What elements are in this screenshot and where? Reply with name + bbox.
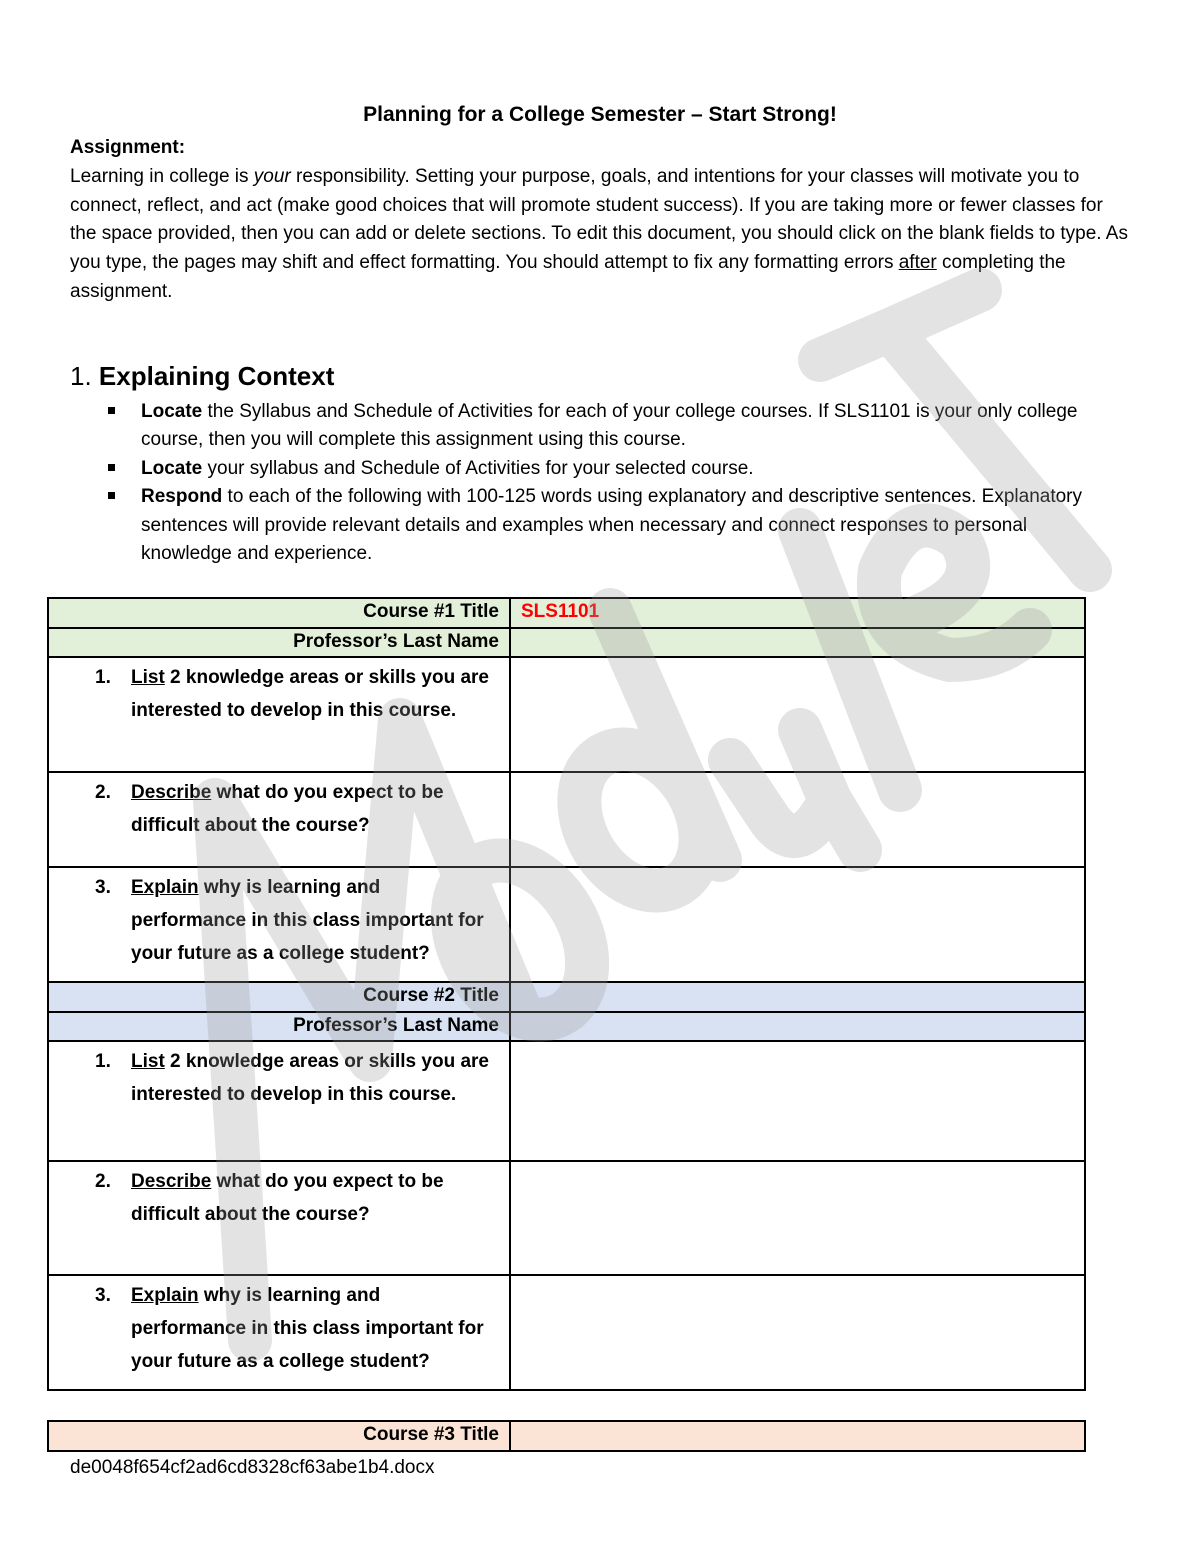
course-1-table (47, 597, 1086, 1391)
question-number: 3. (95, 877, 111, 898)
question-verb: Explain (131, 1285, 199, 1306)
question-verb: List (131, 667, 165, 688)
bullet-text: your syllabus and Schedule of Activities for your selected course. (202, 457, 754, 479)
bullet-square-icon (108, 407, 115, 414)
intro-underline: after (898, 252, 937, 274)
question-verb: Describe (131, 1171, 212, 1192)
list-item (141, 398, 1121, 455)
section-number: 1. (70, 361, 92, 391)
question-cell (48, 657, 510, 772)
course-title-label: Course #3 Title (48, 1421, 510, 1451)
course-3-table (47, 1420, 1086, 1452)
bullet-verb: Locate (141, 401, 203, 422)
question-number: 2. (95, 1171, 111, 1192)
question-rest: 2 knowledge areas or skills you are interested to develop in this course. (131, 1051, 489, 1105)
course-title-field[interactable] (510, 1421, 1085, 1451)
bullet-text: to each of the following with 100-125 words using explanatory and descriptive sentences. Explanatory sentences will provide relevant details and examples when necessary and connect responses to personal knowledge and experience. (141, 486, 1083, 565)
question-verb: Explain (131, 877, 199, 898)
answer-field[interactable] (510, 1041, 1085, 1161)
question-text (131, 1165, 489, 1231)
question-verb: List (131, 1051, 165, 1072)
question-number: 3. (95, 1285, 111, 1306)
professor-field[interactable] (510, 628, 1085, 657)
course-title-field[interactable] (510, 982, 1085, 1012)
course-title-field[interactable]: SLS1101 (510, 598, 1085, 628)
list-item (141, 483, 1121, 568)
question-rest: why is learning and performance in this class important for your future as a college student? (131, 1285, 484, 1372)
intro-paragraph (70, 163, 1130, 307)
question-text (131, 871, 489, 970)
answer-field[interactable] (510, 657, 1085, 772)
question-text (131, 776, 489, 842)
bullet-text: the Syllabus and Schedule of Activities for each of your college courses. If SLS1101 is your only college course, then you will complete this assignment using this course. (141, 401, 1078, 451)
question-cell (48, 867, 510, 982)
intro-text-1: Learning in college is (70, 166, 254, 187)
question-cell (48, 1275, 510, 1390)
answer-field[interactable] (510, 1275, 1085, 1390)
answer-field[interactable] (510, 867, 1085, 982)
question-text (131, 1279, 489, 1378)
question-number: 2. (95, 782, 111, 803)
intro-text-3: completing the assignment. (70, 252, 1066, 302)
professor-label: Professor’s Last Name (48, 1012, 510, 1041)
question-text (131, 661, 489, 727)
section-heading (70, 361, 334, 392)
assignment-label: Assignment: (70, 137, 186, 158)
question-number: 1. (95, 667, 111, 688)
question-rest: what do you expect to be difficult about the course? (131, 782, 444, 836)
document-title: Planning for a College Semester – Start Strong! (363, 103, 837, 126)
intro-text-2: responsibility. Setting your purpose, goals, and intentions for your classes will motivate you to connect, reflect, and act (make good choices that will promote student success). If you are taking more or fewer classes for the space provided, then you can add or delete sections. To edit this document, you should click on the blank fields to type. As you type, the pages may shift and effect formatting. You should attempt to fix any formatting errors (70, 166, 1128, 274)
instruction-list (141, 398, 1121, 568)
intro-emphasis: your (253, 166, 291, 187)
list-item (141, 455, 1121, 483)
professor-field[interactable] (510, 1012, 1085, 1041)
section-title: Explaining Context (98, 361, 335, 391)
course-title-label: Course #1 Title (48, 598, 510, 628)
question-text (131, 1045, 489, 1111)
question-rest: why is learning and performance in this class important for your future as a college student? (131, 877, 484, 964)
footer-filename: de0048f654cf2ad6cd8328cf63abe1b4.docx (70, 1457, 435, 1478)
question-cell (48, 1041, 510, 1161)
question-cell (48, 1161, 510, 1275)
course-title-label: Course #2 Title (48, 982, 510, 1012)
answer-field[interactable] (510, 1161, 1085, 1275)
question-verb: Describe (131, 782, 212, 803)
question-cell (48, 772, 510, 867)
bullet-square-icon (108, 492, 115, 499)
bullet-verb: Respond (141, 486, 223, 508)
answer-field[interactable] (510, 772, 1085, 867)
question-rest: what do you expect to be difficult about the course? (131, 1171, 444, 1225)
bullet-verb: Locate (141, 457, 203, 479)
question-rest: 2 knowledge areas or skills you are interested to develop in this course. (131, 667, 489, 721)
bullet-square-icon (108, 464, 115, 471)
question-number: 1. (95, 1051, 111, 1072)
professor-label: Professor’s Last Name (48, 628, 510, 657)
